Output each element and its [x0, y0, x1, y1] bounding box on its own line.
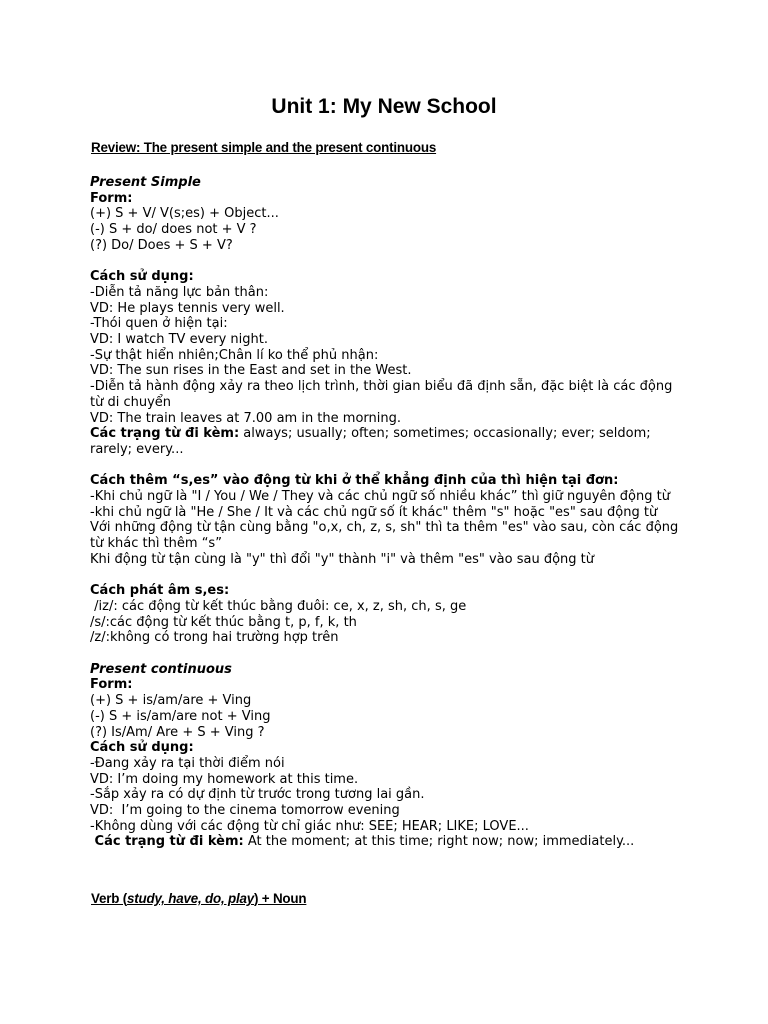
present-simple-heading: Present Simple: [90, 175, 201, 190]
pc-usage-line: -Đang xảy ra tại thời điểm nói: [90, 755, 285, 771]
review-heading: Review: The present simple and the present continuous: [91, 140, 437, 155]
add-ses-line: -Khi chủ ngữ là "I / You / We / They và các chủ ngữ số nhiều khác” thì giữ nguyên động từ: [90, 489, 670, 505]
ps-usage-line: VD: The train leaves at 7.00 am in the morning.: [90, 410, 401, 426]
pc-form-line: (?) Is/Am/ Are + S + Ving ?: [90, 724, 265, 740]
pc-form-line: (+) S + is/am/are + Ving: [90, 693, 252, 709]
add-ses-line: Với những động từ tận cùng bằng "o,x, ch, z, s, sh" thì ta thêm "es" vào sau, còn các động từ khác thì thêm “s”: [90, 520, 679, 552]
verb-heading-prefix: Verb (: [91, 891, 128, 906]
page-title: Unit 1: My New School: [271, 95, 497, 118]
ps-adverbs-text: always; usually; often; sometimes; occasionally; ever; seldom; rarely; every...: [90, 426, 651, 457]
pronunciation-line: /s/:các động từ kết thúc bằng t, p, f, k, th: [90, 614, 357, 630]
pc-adverbs: [90, 834, 680, 850]
ps-usage-line: -Sự thật hiển nhiên;Chân lí ko thể phủ nhận:: [90, 347, 379, 363]
ps-usage-line: VD: He plays tennis very well.: [90, 300, 285, 316]
ps-adverbs: [90, 426, 680, 457]
ps-usage-line: VD: The sun rises in the East and set in the West.: [90, 363, 412, 379]
pronunciation-heading: Cách phát âm s,es:: [90, 583, 230, 599]
pc-usage-label: Cách sử dụng:: [90, 740, 194, 756]
ps-adverbs-label: Các trạng từ đi kèm:: [90, 426, 240, 442]
pc-usage-line: VD: I’m doing my homework at this time.: [90, 771, 359, 787]
pc-adverbs-text: At the moment; at this time; right now; now; immediately...: [243, 834, 635, 850]
pc-adverbs-label: Các trạng từ đi kèm:: [90, 834, 244, 850]
pc-form-line: (-) S + is/am/are not + Ving: [90, 708, 271, 724]
pronunciation-line: /iz/: các động từ kết thúc bằng đuôi: ce, x, z, sh, ch, s, ge: [90, 598, 467, 614]
pc-usage-line: -Sắp xảy ra có dự định từ trước trong tương lai gần.: [90, 787, 425, 803]
pc-usage-line: -Không dùng với các động từ chỉ giác như: SEE; HEAR; LIKE; LOVE...: [90, 818, 529, 834]
present-continuous-heading: Present continuous: [90, 661, 232, 677]
add-ses-line: -khi chủ ngữ là "He / She / It và các chủ ngữ số ít khác" thêm "s" hoặc "es" sau động từ: [90, 504, 658, 520]
verb-heading-verbs: study, have, do, play: [127, 891, 255, 906]
pc-form-label: Form:: [90, 677, 133, 693]
ps-usage-label: Cách sử dụng:: [90, 269, 194, 285]
ps-usage-line: VD: I watch TV every night.: [90, 332, 268, 348]
add-ses-line: Khi động từ tận cùng là "y" thì đổi "y" thành "i" và thêm "es" vào sau động từ: [90, 551, 594, 567]
ps-usage-line: -Thói quen ở hiện tại:: [90, 316, 228, 332]
ps-form-line: (+) S + V/ V(s;es) + Object...: [90, 206, 279, 222]
document-body: [90, 175, 680, 850]
add-ses-heading: Cách thêm “s,es” vào động từ khi ở thể khẳng định của thì hiện tại đơn:: [90, 473, 619, 489]
ps-form-line: (-) S + do/ does not + V ?: [90, 222, 257, 238]
ps-form-label: Form:: [90, 190, 133, 206]
verb-noun-heading: [91, 891, 306, 907]
ps-usage-line: -Diễn tả năng lực bản thân:: [90, 284, 269, 300]
ps-usage-line: -Diễn tả hành động xảy ra theo lịch trình, thời gian biểu đã định sẵn, đặc biệt là các động từ di chuyển: [90, 379, 673, 410]
verb-heading-suffix: ) + Noun: [254, 891, 307, 906]
pc-usage-line: VD: I’m going to the cinema tomorrow evening: [90, 803, 400, 819]
pronunciation-line: /z/:không có trong hai trường hợp trên: [90, 630, 339, 646]
ps-form-line: (?) Do/ Does + S + V?: [90, 237, 233, 253]
